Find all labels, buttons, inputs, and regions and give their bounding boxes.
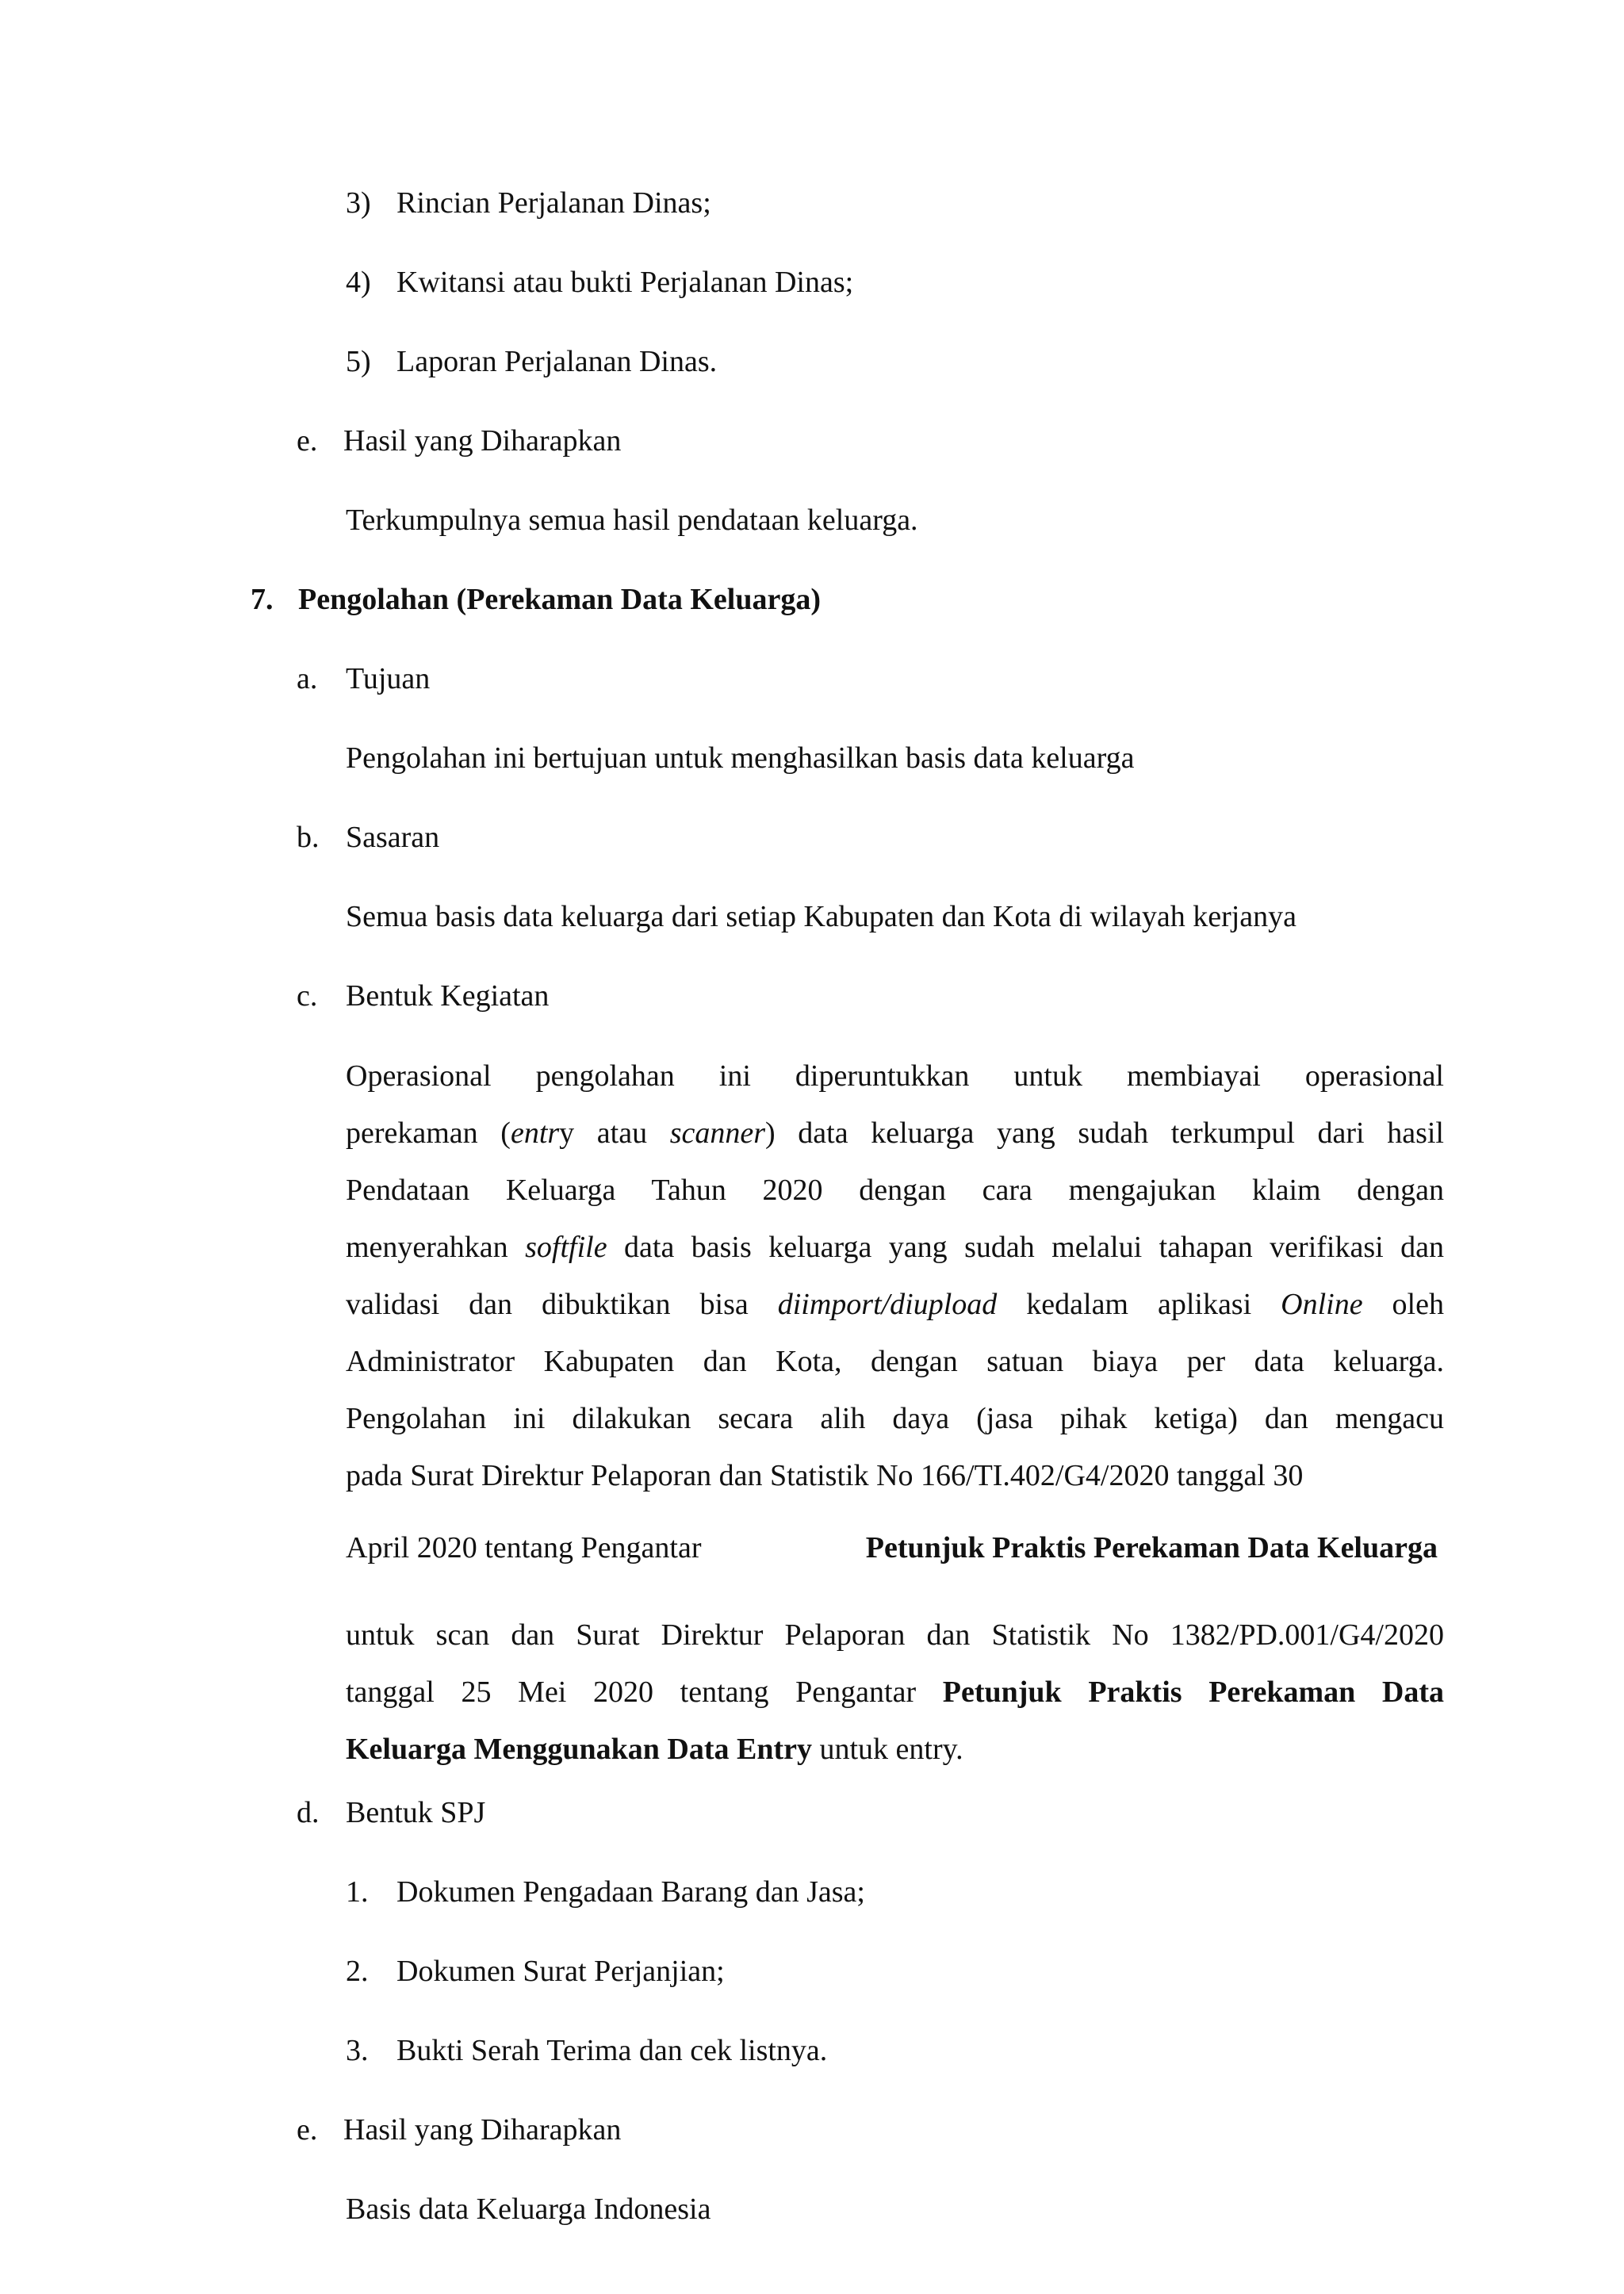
section-heading: Hasil yang Diharapkan <box>343 424 622 458</box>
list-item: Kwitansi atau bukti Perjalanan Dinas; <box>396 266 854 299</box>
paragraph-line: validasi dan dibuktikan bisa diimport/diupload kedalam aplikasi Online oleh <box>346 1288 1444 1321</box>
list-number: 3. <box>346 2034 369 2067</box>
paragraph-line: Pendataan Keluarga Tahun 2020 dengan cara mengajukan klaim dengan <box>346 1174 1444 1207</box>
list-item: Dokumen Surat Perjanjian; <box>396 1955 725 1988</box>
list-number: 2. <box>346 1955 369 1988</box>
section-body: Basis data Keluarga Indonesia <box>346 2193 711 2226</box>
list-number: 5) <box>346 345 371 378</box>
chapter-number: 7. <box>251 583 274 616</box>
bold-title: Petunjuk Praktis Perekaman Data Keluarga <box>865 1531 1438 1564</box>
section-heading: Bentuk Kegiatan <box>346 979 550 1013</box>
chapter-title: Pengolahan (Perekaman Data Keluarga) <box>298 583 821 616</box>
paragraph-line <box>346 1529 1444 1567</box>
list-number: 4) <box>346 266 371 299</box>
justified-paragraph <box>346 1607 1444 1778</box>
justified-paragraph <box>346 1047 1444 1504</box>
section-body: Terkumpulnya semua hasil pendataan keluarga. <box>346 504 918 537</box>
section-letter: e. <box>297 424 318 458</box>
section-body: Semua basis data keluarga dari setiap Kabupaten dan Kota di wilayah kerjanya <box>346 900 1297 933</box>
list-item: Rincian Perjalanan Dinas; <box>396 186 711 220</box>
section-letter: d. <box>297 1796 320 1829</box>
list-item: Laporan Perjalanan Dinas. <box>396 345 718 378</box>
section-heading: Tujuan <box>346 662 431 695</box>
paragraph-line: pada Surat Direktur Pelaporan dan Statistik No 166/TI.402/G4/2020 tanggal 30 <box>346 1459 1304 1492</box>
paragraph-text: April 2020 tentang Pengantar <box>346 1531 702 1564</box>
paragraph-line: menyerahkan softfile data basis keluarga yang sudah melalui tahapan verifikasi dan <box>346 1231 1444 1264</box>
paragraph-line: Operasional pengolahan ini diperuntukkan untuk membiayai operasional <box>346 1059 1444 1093</box>
section-heading: Sasaran <box>346 821 440 854</box>
section-heading: Bentuk SPJ <box>346 1796 486 1829</box>
list-number: 3) <box>346 186 371 220</box>
section-letter: b. <box>297 821 320 854</box>
paragraph-line: perekaman (entry atau scanner) data keluarga yang sudah terkumpul dari hasil <box>346 1116 1444 1150</box>
list-item: Bukti Serah Terima dan cek listnya. <box>396 2034 828 2067</box>
paragraph-line: Keluarga Menggunakan Data Entry untuk entry. <box>346 1733 963 1766</box>
section-body: Pengolahan ini bertujuan untuk menghasilkan basis data keluarga <box>346 741 1135 775</box>
paragraph-line: Pengolahan ini dilakukan secara alih daya (jasa pihak ketiga) dan mengacu <box>346 1402 1444 1435</box>
section-letter: c. <box>297 979 318 1013</box>
section-letter: e. <box>297 2113 318 2147</box>
paragraph-line: Administrator Kabupaten dan Kota, dengan satuan biaya per data keluarga. <box>346 1345 1444 1378</box>
section-letter: a. <box>297 662 318 695</box>
list-number: 1. <box>346 1875 369 1909</box>
list-item: Dokumen Pengadaan Barang dan Jasa; <box>396 1875 865 1909</box>
paragraph-line: untuk scan dan Surat Direktur Pelaporan dan Statistik No 1382/PD.001/G4/2020 <box>346 1618 1444 1652</box>
section-heading: Hasil yang Diharapkan <box>343 2113 622 2147</box>
paragraph-line: tanggal 25 Mei 2020 tentang Pengantar Petunjuk Praktis Perekaman Data <box>346 1676 1444 1709</box>
